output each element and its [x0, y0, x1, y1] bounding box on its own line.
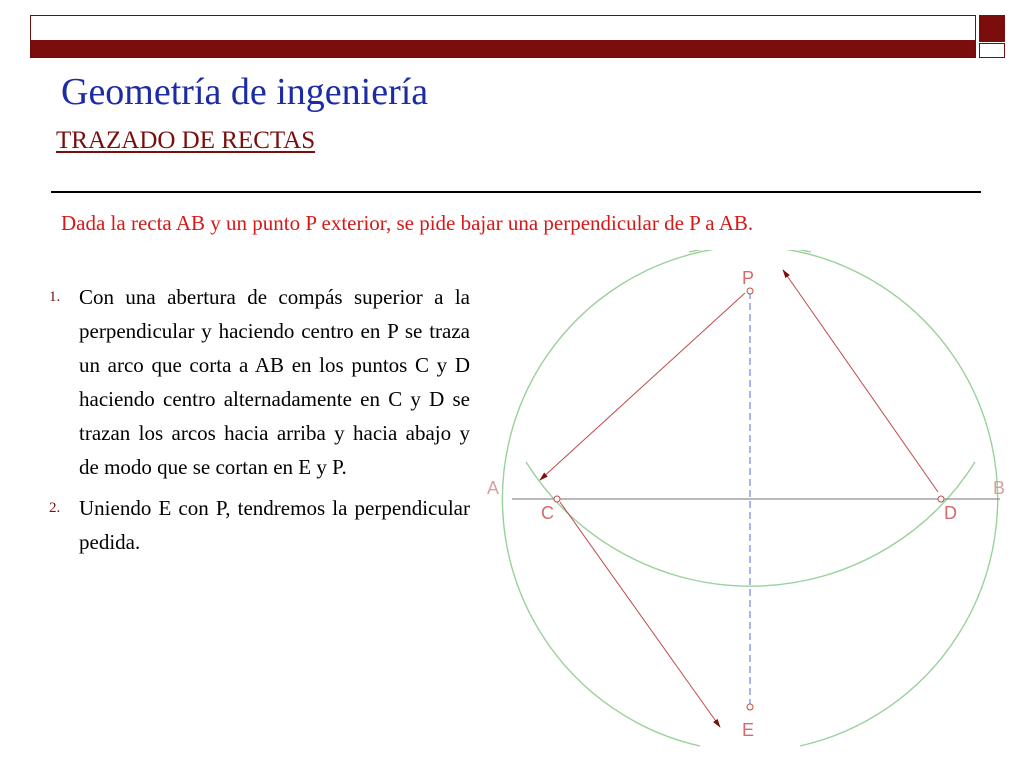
label-e: E — [742, 720, 755, 740]
arc-centered-c — [689, 250, 998, 746]
step-text-1: Con una abertura de compás superior a la perpendicular y haciendo centro en P se traza un arco que corta a AB en los puntos C y D haciendo centro alternadamente en C y D se trazan los arcos hacia arriba y hacia abajo y de modo que se cortan en E y P. — [79, 285, 470, 479]
label-p: P — [742, 268, 755, 288]
point-e — [747, 704, 753, 710]
header-band-dark — [31, 40, 975, 57]
geometry-diagram — [480, 250, 1010, 750]
label-c: C — [541, 503, 554, 523]
corner-block-outline — [979, 43, 1005, 58]
step-item-2 — [49, 491, 470, 559]
label-b: B — [993, 478, 1006, 498]
radius-pd — [783, 270, 938, 492]
steps-list — [49, 280, 470, 559]
header-band-light — [31, 16, 975, 42]
label-a: A — [487, 478, 500, 498]
point-d — [938, 496, 944, 502]
slide-title: Geometría de ingeniería — [61, 71, 429, 113]
label-d: D — [944, 503, 957, 523]
step-item-1 — [49, 280, 470, 484]
point-p — [747, 288, 753, 294]
arc-centered-d — [502, 250, 811, 746]
step-number-2: 2. — [49, 500, 61, 516]
radius-ce — [560, 502, 720, 727]
divider-line — [51, 191, 981, 193]
corner-block-dark — [979, 15, 1005, 42]
point-c — [554, 496, 560, 502]
step-text-2: Uniendo E con P, tendremos la perpendicular pedida. — [79, 496, 470, 554]
header-bar — [30, 15, 976, 58]
step-number-1: 1. — [49, 289, 61, 305]
intro-text: Dada la recta AB y un punto P exterior, se pide bajar una perpendicular de P a AB. — [61, 211, 754, 235]
slide-subtitle: TRAZADO DE RECTAS — [56, 127, 316, 154]
radius-pc — [540, 293, 745, 480]
